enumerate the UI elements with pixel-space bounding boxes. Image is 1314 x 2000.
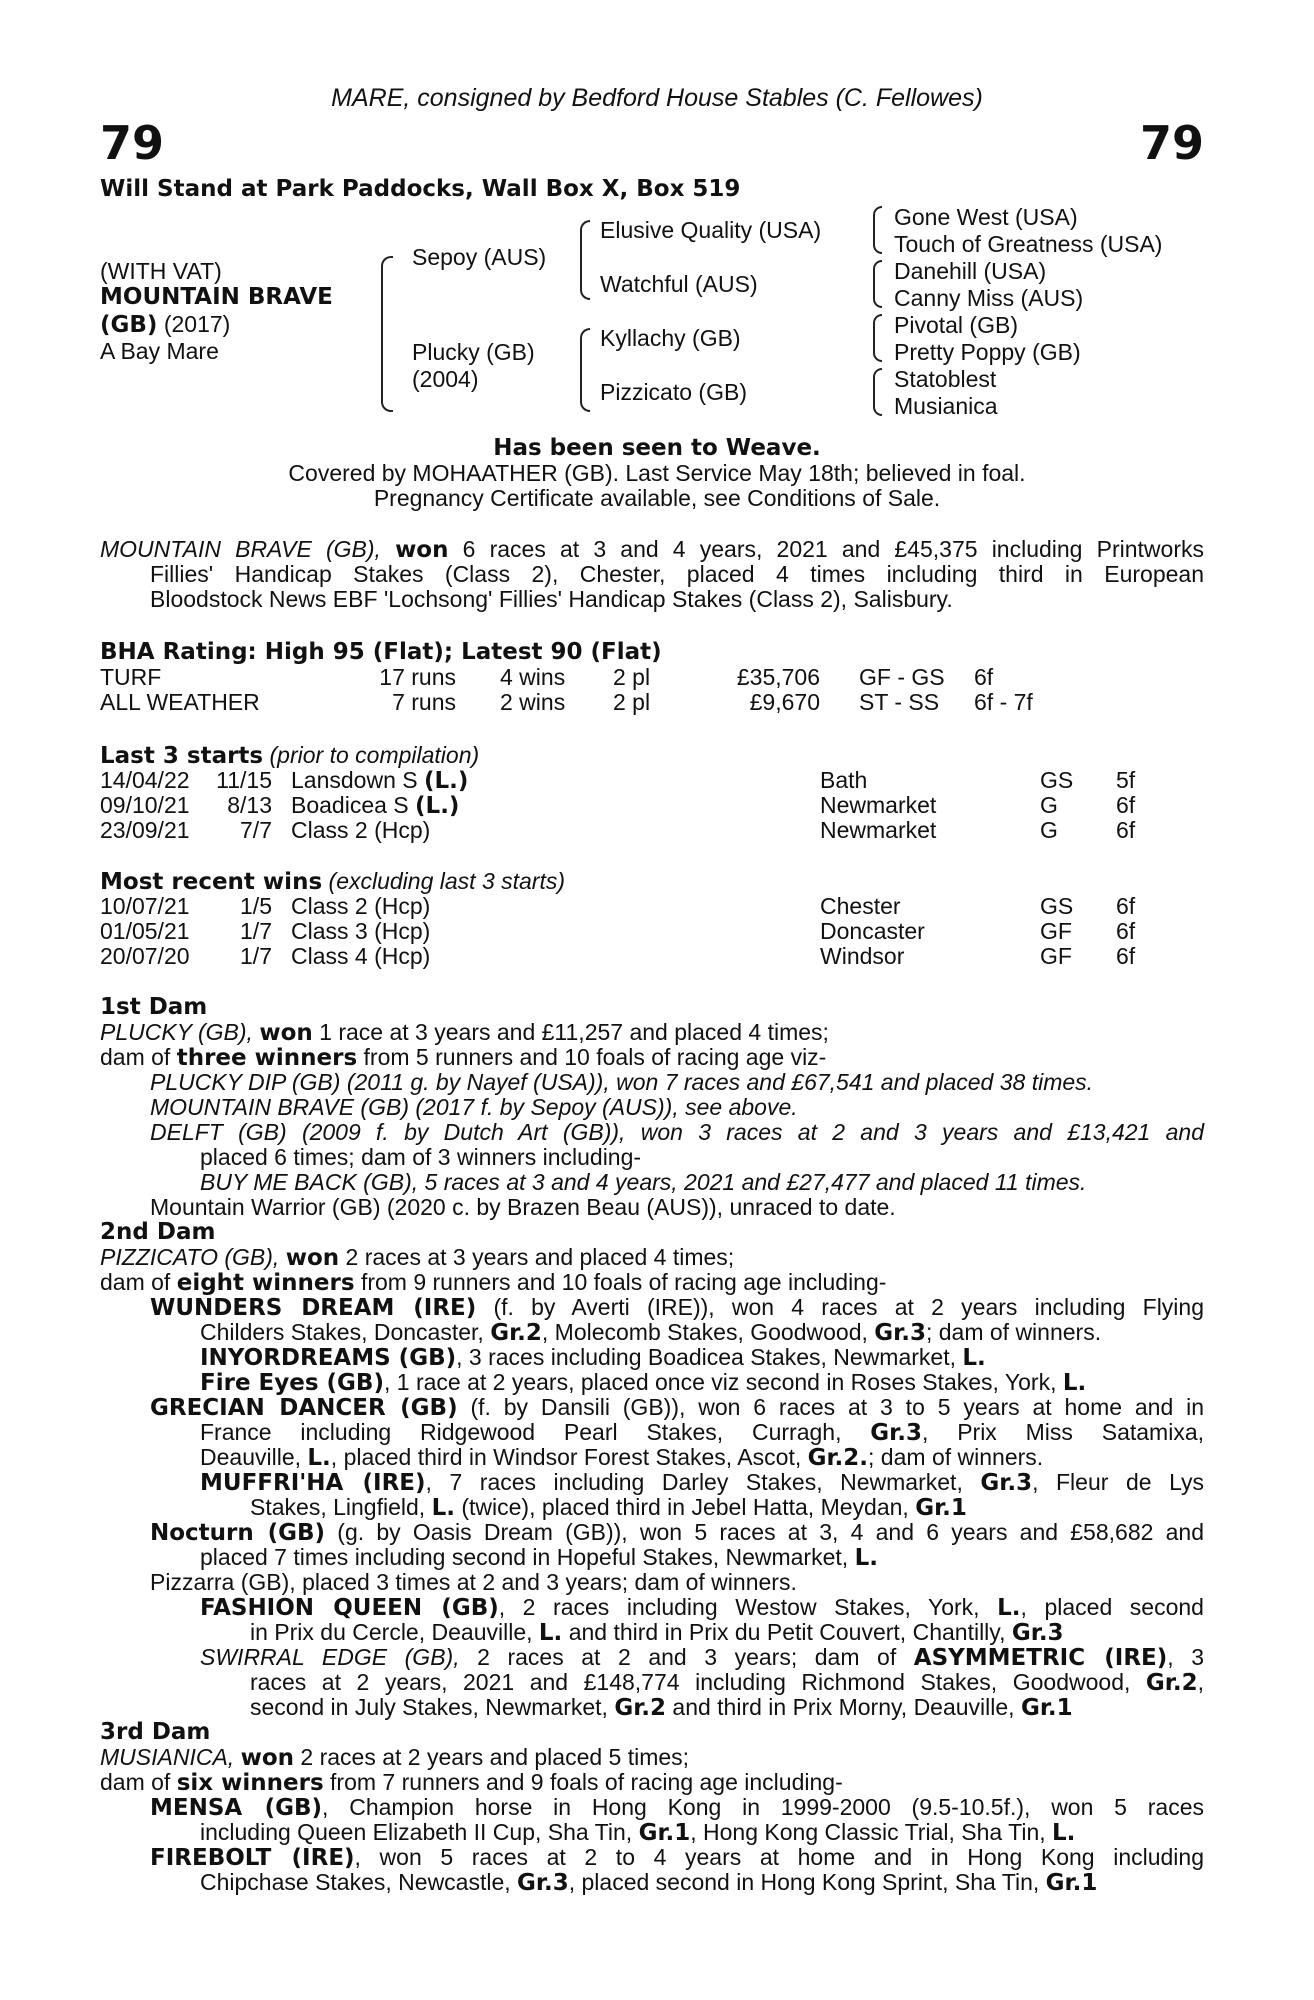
rating-distance: 6f	[974, 664, 994, 690]
rating-surface: ALL WEATHER	[100, 689, 260, 715]
gg-8: Musianica	[894, 393, 998, 419]
summary-line-3: Bloodstock News EBF 'Lochsong' Fillies' Handicap Stakes (Class 2), Salisbury.	[150, 586, 953, 612]
second-dam-line-8: France including Ridgewood Pearl Stakes, Curragh, Gr.3, Prix Miss Satamixa,	[200, 1419, 1204, 1446]
third-dam-line-2: dam of six winners from 7 runners and 9 foals of racing age including-	[100, 1769, 843, 1796]
second-dam-line-4: Childers Stakes, Doncaster, Gr.2, Molecomb Stakes, Goodwood, Gr.3; dam of winners.	[200, 1319, 1102, 1346]
horse-name: MOUNTAIN BRAVE	[100, 284, 333, 310]
sire-name: Sepoy (AUS)	[412, 244, 547, 270]
dam-dam: Pizzicato (GB)	[600, 379, 747, 405]
brace-sire	[580, 220, 590, 300]
rating-wins: 4 wins	[500, 664, 566, 690]
rating-runs: 17 runs	[379, 664, 456, 690]
win-distance: 6f	[1116, 943, 1136, 969]
consignment-line: MARE, consigned by Bedford House Stables (C. Fellowes)	[331, 84, 983, 112]
rating-heading: BHA Rating: High 95 (Flat); Latest 90 (Flat)	[100, 639, 662, 665]
brace-g2	[873, 260, 882, 308]
second-dam-line-3: WUNDERS DREAM (IRE) (f. by Averti (IRE)), won 4 races at 2 years including Flying	[150, 1294, 1204, 1321]
start-course: Newmarket	[820, 817, 937, 843]
gg-1: Gone West (USA)	[894, 204, 1078, 230]
start-going: GS	[1040, 767, 1074, 793]
second-dam-line-11: Stakes, Lingfield, L. (twice), placed third in Jebel Hatta, Meydan, Gr.1	[250, 1494, 967, 1521]
vat-label: (WITH VAT)	[100, 258, 222, 284]
rating-placed: 2 pl	[613, 689, 651, 715]
third-dam-heading: 3rd Dam	[100, 1719, 211, 1745]
start-date: 09/10/21	[100, 792, 190, 818]
gg-4: Canny Miss (AUS)	[894, 285, 1084, 311]
gg-6: Pretty Poppy (GB)	[894, 339, 1081, 365]
third-dam-line-5: FIREBOLT (IRE), won 5 races at 2 to 4 years at home and in Hong Kong including	[150, 1844, 1204, 1871]
horse-description: A Bay Mare	[100, 338, 219, 364]
start-race: Boadicea S (L.)	[291, 792, 460, 819]
rating-surface: TURF	[100, 664, 162, 690]
sire-dam: Watchful (AUS)	[600, 271, 758, 297]
start-position: 7/7	[240, 817, 272, 843]
first-dam-line-1: PLUCKY (GB), won 1 race at 3 years and £11,257 and placed 4 times;	[100, 1019, 829, 1046]
brace-g1	[873, 206, 882, 254]
start-distance: 6f	[1116, 792, 1136, 818]
start-going: G	[1040, 792, 1058, 818]
win-date: 20/07/20	[100, 943, 190, 969]
gg-2: Touch of Greatness (USA)	[894, 231, 1163, 257]
second-dam-heading: 2nd Dam	[100, 1219, 216, 1245]
dam-year: (2004)	[412, 366, 479, 392]
start-going: G	[1040, 817, 1058, 843]
last-starts-heading: Last 3 starts (prior to compilation)	[100, 742, 480, 769]
start-race: Lansdown S (L.)	[291, 767, 469, 794]
rating-money: £9,670	[749, 689, 820, 715]
brace-g3	[873, 314, 882, 362]
third-dam-line-1: MUSIANICA, won 2 races at 2 years and placed 5 times;	[100, 1744, 690, 1771]
win-race: Class 2 (Hcp)	[291, 893, 431, 919]
win-race: Class 4 (Hcp)	[291, 943, 431, 969]
second-dam-line-5: INYORDREAMS (GB), 3 races including Boadicea Stakes, Newmarket, L.	[200, 1344, 986, 1371]
start-race: Class 2 (Hcp)	[291, 817, 431, 843]
win-position: 1/7	[240, 943, 272, 969]
summary-line-2: Fillies' Handicap Stakes (Class 2), Chester, placed 4 times including third in European	[150, 561, 1204, 587]
gg-7: Statoblest	[894, 366, 997, 392]
second-dam-line-17: SWIRRAL EDGE (GB), 2 races at 2 and 3 years; dam of ASYMMETRIC (IRE), 3	[200, 1644, 1205, 1671]
win-distance: 6f	[1116, 893, 1136, 919]
win-date: 10/07/21	[100, 893, 190, 919]
win-distance: 6f	[1116, 918, 1136, 944]
first-dam-heading: 1st Dam	[100, 994, 208, 1020]
second-dam-line-6: Fire Eyes (GB), 1 race at 2 years, placed once viz second in Roses Stakes, York, L.	[200, 1369, 1087, 1396]
summary-line-1: MOUNTAIN BRAVE (GB), won 6 races at 3 and 4 years, 2021 and £45,375 including Printworks	[100, 536, 1204, 563]
rating-going: ST - SS	[859, 689, 940, 715]
dam-name: Plucky (GB)	[412, 339, 535, 365]
rating-distance: 6f - 7f	[974, 689, 1033, 715]
second-dam-line-13: placed 7 times including second in Hopeful Stakes, Newmarket, L.	[200, 1544, 878, 1571]
horse-origin	[100, 312, 230, 339]
horse-year: (2017)	[163, 311, 231, 337]
start-course: Newmarket	[820, 792, 937, 818]
second-dam-line-16: in Prix du Cercle, Deauville, L. and third in Prix du Petit Couvert, Chantilly, Gr.3	[250, 1619, 1064, 1646]
start-date: 23/09/21	[100, 817, 190, 843]
win-position: 1/5	[240, 893, 272, 919]
gg-3: Danehill (USA)	[894, 258, 1047, 284]
second-dam-line-18: races at 2 years, 2021 and £148,774 including Richmond Stakes, Goodwood, Gr.2,	[250, 1669, 1204, 1696]
win-position: 1/7	[240, 918, 272, 944]
start-date: 14/04/22	[100, 767, 190, 793]
first-dam-line-2: dam of three winners from 5 runners and 10 foals of racing age viz-	[100, 1044, 827, 1071]
brace-g4	[873, 368, 882, 416]
rating-placed: 2 pl	[613, 664, 651, 690]
third-dam-line-3: MENSA (GB), Champion horse in Hong Kong in 1999-2000 (9.5-10.5f.), won 5 races	[150, 1794, 1204, 1821]
second-dam-line-7: GRECIAN DANCER (GB) (f. by Dansili (GB)), won 6 races at 3 to 5 years at home and in	[150, 1394, 1204, 1421]
dam-sire: Kyllachy (GB)	[600, 325, 741, 351]
win-going: GF	[1040, 943, 1072, 969]
win-course: Windsor	[820, 943, 905, 969]
rating-wins: 2 wins	[500, 689, 566, 715]
second-dam-line-2: dam of eight winners from 9 runners and 10 foals of racing age including-	[100, 1269, 887, 1296]
gg-5: Pivotal (GB)	[894, 312, 1018, 338]
certificate-note: Pregnancy Certificate available, see Conditions of Sale.	[373, 485, 941, 511]
first-dam-line-3: PLUCKY DIP (GB) (2011 g. by Nayef (USA)), won 7 races and £67,541 and placed 38 times.	[150, 1069, 1094, 1095]
covered-note: Covered by MOHAATHER (GB). Last Service May 18th; believed in foal.	[288, 460, 1026, 486]
lot-number-right: 79	[1139, 116, 1204, 170]
second-dam-line-15: FASHION QUEEN (GB), 2 races including Westow Stakes, York, L., placed second	[200, 1594, 1204, 1621]
first-dam-line-7: BUY ME BACK (GB), 5 races at 3 and 4 years, 2021 and £27,477 and placed 11 times.	[200, 1169, 1087, 1195]
win-course: Chester	[820, 893, 901, 919]
first-dam-line-6: placed 6 times; dam of 3 winners including-	[200, 1144, 642, 1170]
rating-money: £35,706	[736, 664, 820, 690]
rating-going: GF - GS	[859, 664, 945, 690]
brace-dam	[580, 328, 590, 412]
second-dam-line-19: second in July Stakes, Newmarket, Gr.2 and third in Prix Morny, Deauville, Gr.1	[250, 1694, 1073, 1721]
horse-country: (GB)	[100, 312, 158, 338]
second-dam-line-10: MUFFRI'HA (IRE), 7 races including Darley Stakes, Newmarket, Gr.3, Fleur de Lys	[200, 1469, 1205, 1496]
rating-runs: 7 runs	[392, 689, 456, 715]
start-distance: 5f	[1116, 767, 1136, 793]
first-dam-line-5: DELFT (GB) (2009 f. by Dutch Art (GB)), won 3 races at 2 and 3 years and £13,421 and	[150, 1119, 1204, 1145]
lot-number-left: 79	[100, 116, 165, 170]
win-date: 01/05/21	[100, 918, 190, 944]
brace-gen1	[381, 256, 393, 412]
start-position: 11/15	[216, 767, 272, 793]
start-position: 8/13	[227, 792, 272, 818]
win-going: GS	[1040, 893, 1074, 919]
sire-sire: Elusive Quality (USA)	[600, 217, 822, 243]
start-course: Bath	[820, 767, 868, 793]
recent-wins-heading: Most recent wins (excluding last 3 starts)	[100, 868, 566, 895]
second-dam-line-14: Pizzarra (GB), placed 3 times at 2 and 3 years; dam of winners.	[150, 1569, 797, 1595]
weave-note: Has been seen to Weave.	[493, 435, 821, 461]
start-distance: 6f	[1116, 817, 1136, 843]
win-going: GF	[1040, 918, 1072, 944]
second-dam-line-1: PIZZICATO (GB), won 2 races at 3 years and placed 4 times;	[100, 1244, 735, 1271]
second-dam-line-9: Deauville, L., placed third in Windsor Forest Stakes, Ascot, Gr.2.; dam of winners.	[200, 1444, 1044, 1471]
first-dam-line-4: MOUNTAIN BRAVE (GB) (2017 f. by Sepoy (AUS)), see above.	[150, 1094, 798, 1120]
third-dam-line-6: Chipchase Stakes, Newcastle, Gr.3, placed second in Hong Kong Sprint, Sha Tin, Gr.1	[200, 1869, 1098, 1896]
stand-location: Will Stand at Park Paddocks, Wall Box X, Box 519	[100, 176, 741, 202]
win-course: Doncaster	[820, 918, 925, 944]
win-race: Class 3 (Hcp)	[291, 918, 431, 944]
third-dam-line-4: including Queen Elizabeth II Cup, Sha Tin, Gr.1, Hong Kong Classic Trial, Sha Tin, L.	[200, 1819, 1076, 1846]
second-dam-line-12: Nocturn (GB) (g. by Oasis Dream (GB)), won 5 races at 3, 4 and 6 years and £58,682 and	[150, 1519, 1204, 1546]
first-dam-line-8: Mountain Warrior (GB) (2020 c. by Brazen Beau (AUS)), unraced to date.	[150, 1194, 896, 1220]
